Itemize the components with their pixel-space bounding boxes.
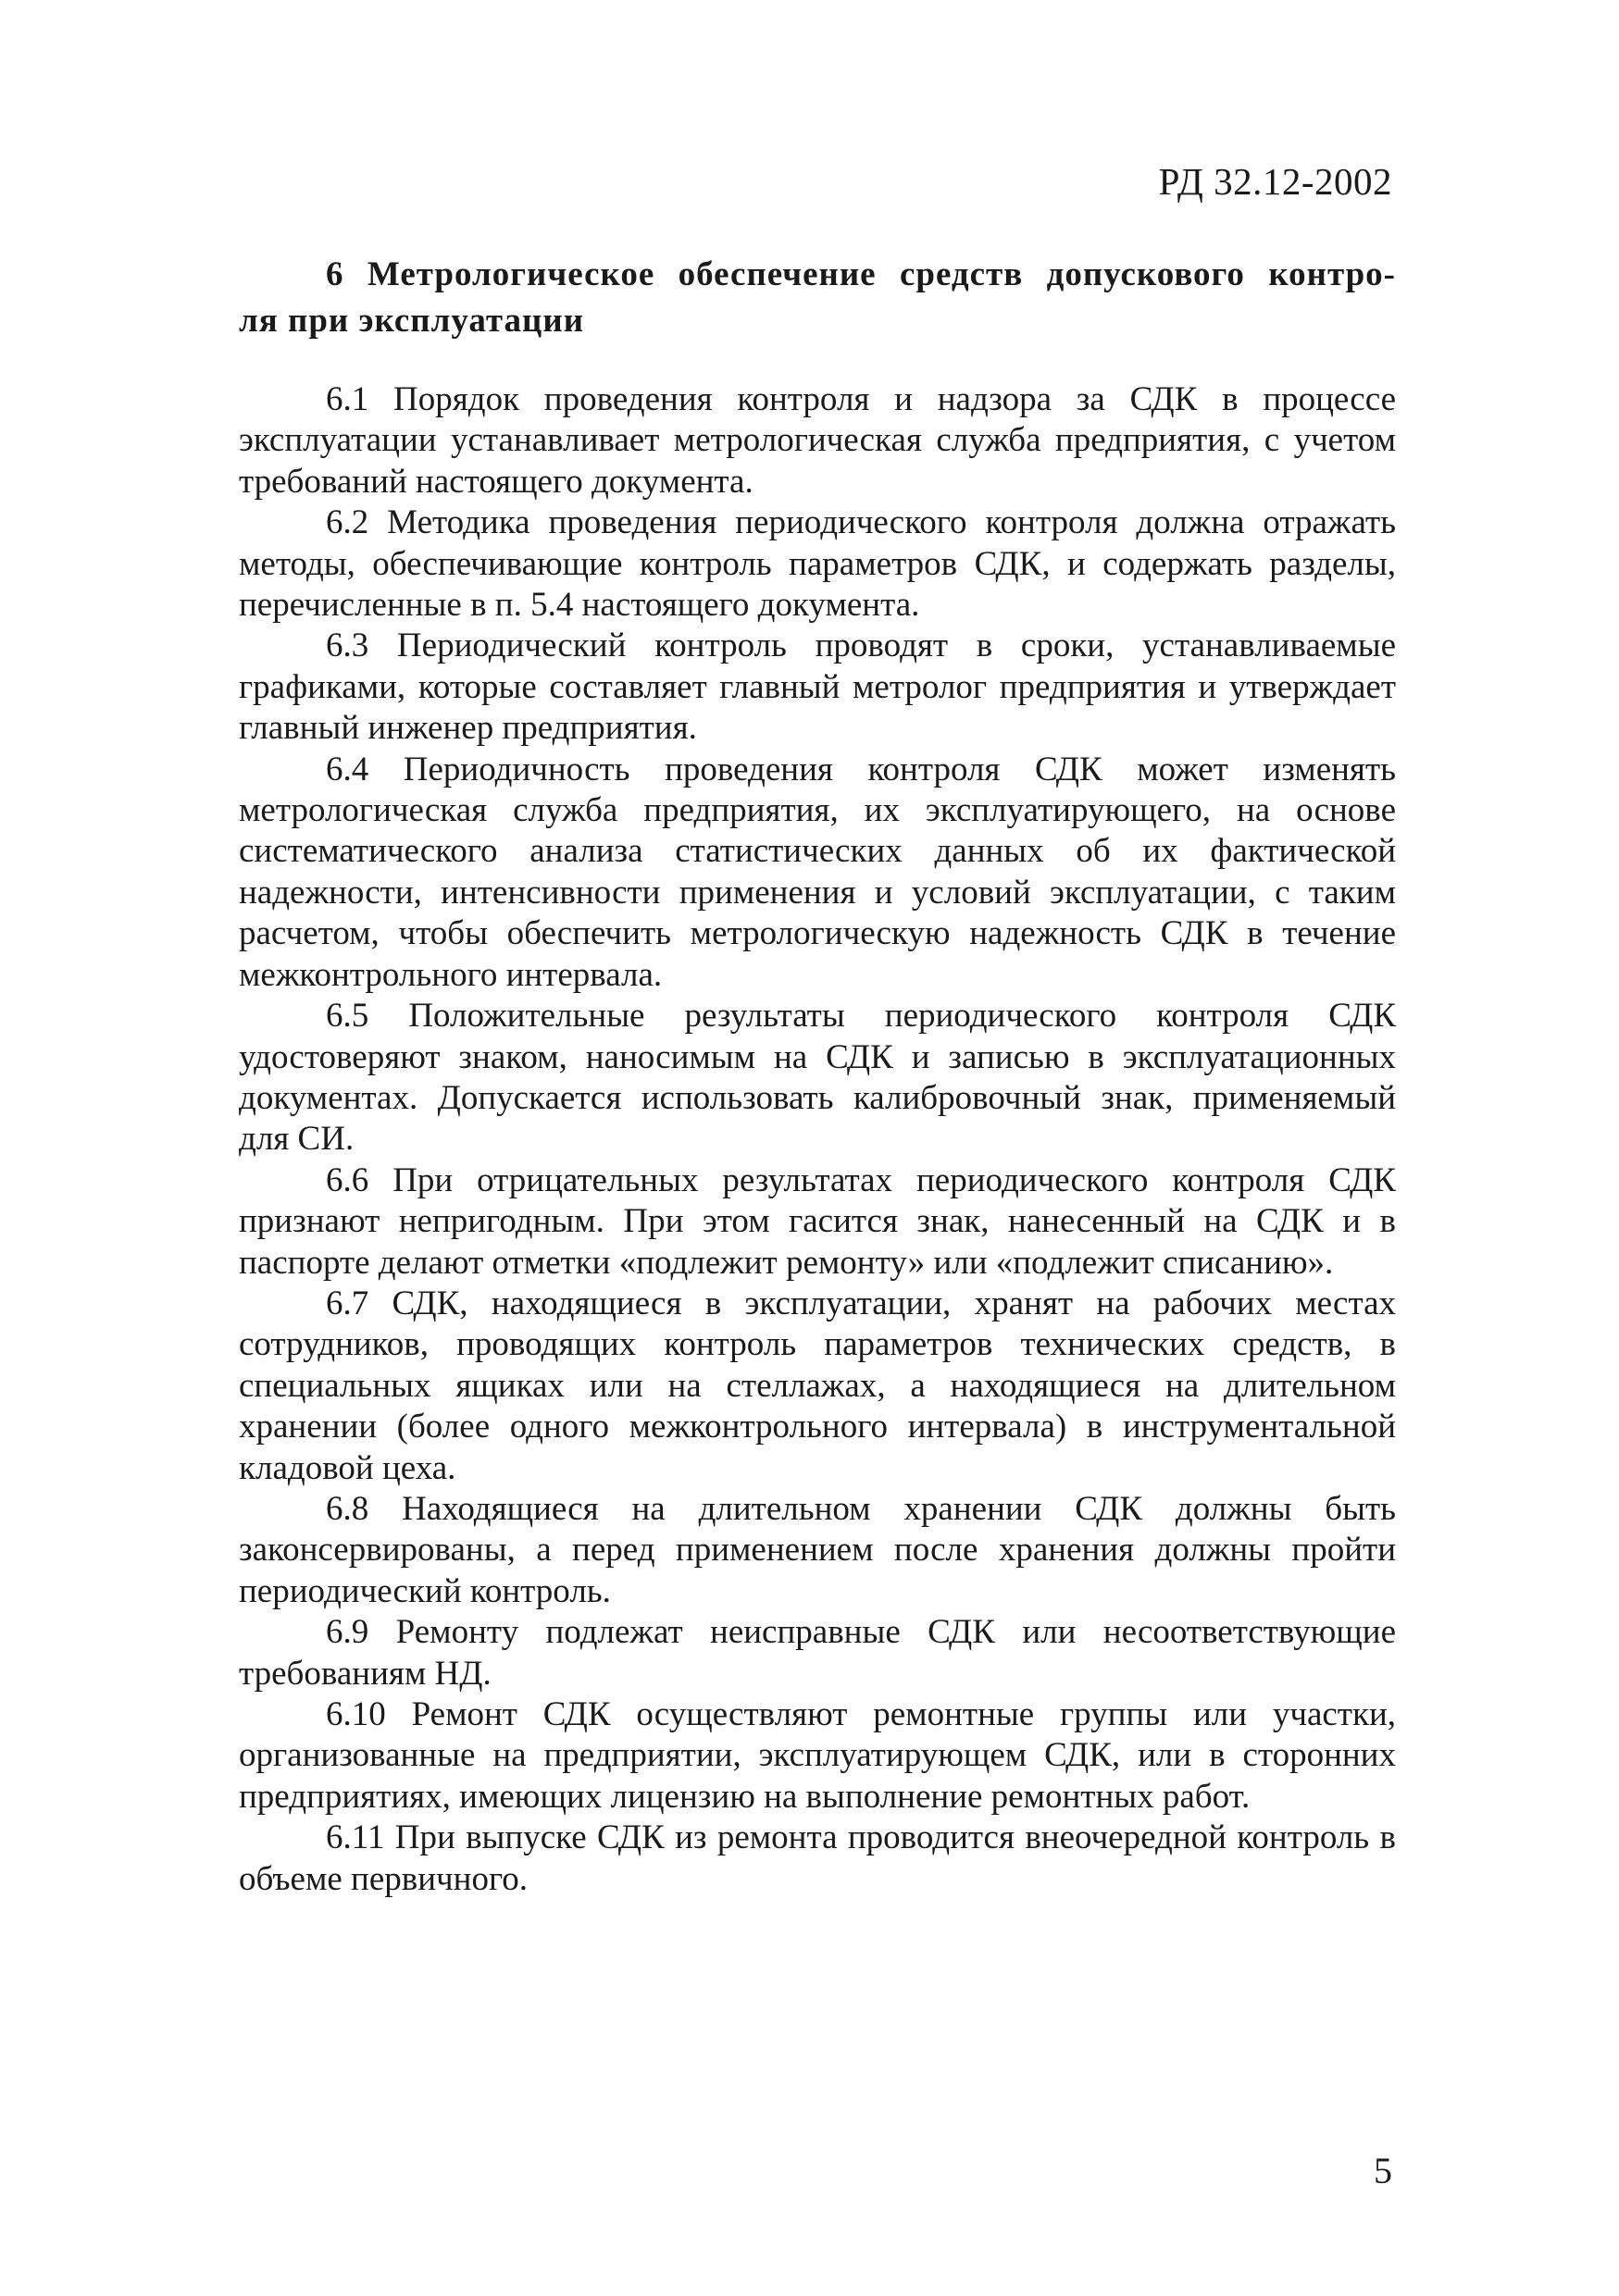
section-title-line-2: ля при эксплуатации: [239, 302, 585, 340]
paragraph-6-6: 6.6 При отрицательных результатах периодического контроля СДК признают непригодным. При этом гасится знак, нанесенный на СДК и в паспорте делают отметки «подлежит ремонту» или «подлежит списанию».: [239, 1160, 1396, 1282]
paragraph-6-3: 6.3 Периодический контроль проводят в сроки, устанавливаемые графиками, которые составляет главный метролог предприятия и утверждает главный инженер предприятия.: [239, 627, 1396, 748]
page-number: 5: [1374, 2150, 1392, 2191]
document-body: [239, 379, 1396, 1900]
section-title-line-1: 6 Метрологическое обеспечение средств допускового контро-: [326, 255, 1396, 293]
paragraph-6-7: 6.7 СДК, находящиеся в эксплуатации, хранят на рабочих местах сотрудников, проводящих контроль параметров технических средств, в специальных ящиках или на стеллажах, а находящиеся на длительном хранении (более одного межконтрольного интервала) в инструментальной кладовой цеха.: [239, 1284, 1396, 1487]
paragraph-6-5: 6.5 Положительные результаты периодического контроля СДК удостоверяют знаком, наносимым на СДК и записью в эксплуатационных документах. Допускается использовать калибровочный знак, применяемый для СИ.: [239, 997, 1396, 1159]
paragraph-6-11: 6.11 При выпуске СДК из ремонта проводится внеочередной контроль в объеме первичного.: [239, 1818, 1396, 1898]
paragraph-6-9: 6.9 Ремонту подлежат неисправные СДК или несоответствующие требованиям НД.: [239, 1613, 1396, 1693]
section-title: [239, 252, 1396, 344]
paragraph-6-2: 6.2 Методика проведения периодического контроля должна отражать методы, обеспечивающие контроль параметров СДК, и содержать разделы, перечисленные в п. 5.4 настоящего документа.: [239, 503, 1396, 625]
paragraph-6-1: 6.1 Порядок проведения контроля и надзора за СДК в процессе эксплуатации устанавливает метрологическая служба предприятия, с учетом требований настоящего документа.: [239, 380, 1396, 501]
paragraph-6-10: 6.10 Ремонт СДК осуществляют ремонтные группы или участки, организованные на предприятии, эксплуатирующем СДК, или в сторонних предприятиях, имеющих лицензию на выполнение ремонтных работ.: [239, 1695, 1396, 1816]
paragraph-6-8: 6.8 Находящиеся на длительном хранении СДК должны быть законсервированы, а перед применением после хранения должны пройти периодический контроль.: [239, 1489, 1396, 1610]
paragraph-6-4: 6.4 Периодичность проведения контроля СДК может изменять метрологическая служба предприятия, их эксплуатирующего, на основе систематического анализа статистических данных об их фактической надежности, интенсивности применения и условий эксплуатации, с таким расчетом, чтобы обеспечить метрологическую надежность СДК в течение межконтрольного интервала.: [239, 750, 1396, 994]
document-code: РД 32.12-2002: [1158, 160, 1392, 203]
